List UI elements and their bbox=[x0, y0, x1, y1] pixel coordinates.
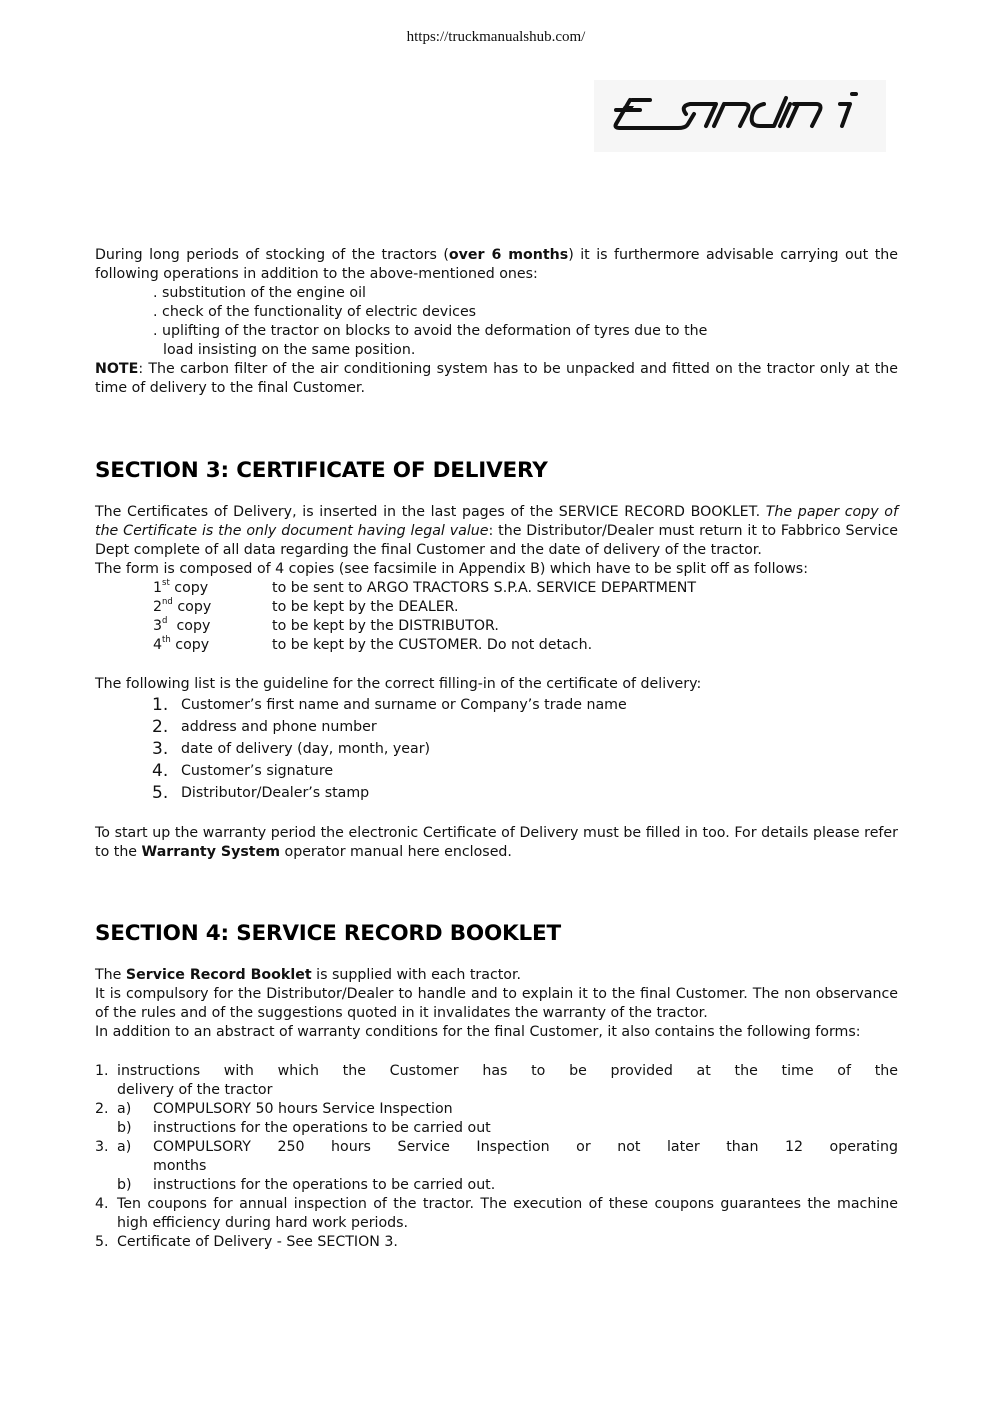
forms-list bbox=[95, 1062, 898, 1252]
list-item: 3. date of delivery (day, month, year) bbox=[152, 738, 431, 759]
form-item: b) instructions for the operations to be carried out. bbox=[117, 1177, 496, 1193]
form-item: 4. Ten coupons for annual inspection of the tractor. The execution of these coupons guarantees the machine high efficiency during hard work periods. bbox=[95, 1196, 898, 1231]
storage-item: . uplifting of the tractor on blocks to avoid the deformation of tyres due to the bbox=[153, 323, 708, 339]
list-item: 4. Customer’s signature bbox=[152, 760, 334, 781]
storage-item: . substitution of the engine oil bbox=[153, 285, 366, 301]
form-item: 1. instructions with which the Customer has to be provided at the time of the delivery of the tractor bbox=[95, 1063, 898, 1098]
form-item: 2. a) COMPULSORY 50 hours Service Inspection bbox=[95, 1101, 453, 1117]
section3-title: SECTION 3: CERTIFICATE OF DELIVERY bbox=[95, 458, 548, 483]
section4-forms-intro: In addition to an abstract of warranty conditions for the final Customer, it also contains the following forms: bbox=[95, 1024, 861, 1040]
section3-guideline-intro: The following list is the guideline for the correct filling-in of the certificate of delivery: bbox=[95, 676, 702, 692]
section3-paragraph: The Certificates of Delivery, is inserted in the last pages of the SERVICE RECORD BOOKLET. The paper copy of the Certificate is the only document having legal value: the Distributor/Dealer must return it to Fabbrico Service Dept complete of all data regarding the final Customer and the date of delivery of the tractor. bbox=[95, 504, 898, 558]
copy-row: 1st copy to be sent to ARGO TRACTORS S.P.A. SERVICE DEPARTMENT bbox=[153, 578, 697, 596]
storage-intro: During long periods of stocking of the tractors (over 6 months) it is furthermore advisable carrying out the following operations in addition to the above-mentioned ones: bbox=[95, 247, 898, 282]
source-url: https://truckmanualshub.com/ bbox=[406, 29, 586, 45]
copies-list bbox=[95, 579, 898, 655]
list-item: 1. Customer’s first name and surname or Company’s trade name bbox=[152, 694, 627, 715]
copy-row: 3$^d$ copy to be kept by the DISTRIBUTOR. bbox=[153, 616, 499, 634]
section3-warranty-paragraph: To start up the warranty period the electronic Certificate of Delivery must be filled in too. For details please refer to the Warranty System operator manual here enclosed. bbox=[95, 825, 898, 860]
landini-logo-graphic bbox=[594, 80, 886, 152]
copy-row: 4th copy to be kept by the CUSTOMER. Do not detach. bbox=[153, 635, 593, 653]
section4-title: SECTION 4: SERVICE RECORD BOOKLET bbox=[95, 921, 561, 946]
section3-copies-intro: The form is composed of 4 copies (see facsimile in Appendix B) which have to be split off as follows: bbox=[95, 561, 808, 577]
guideline-list bbox=[95, 694, 898, 804]
list-item: 2. address and phone number bbox=[152, 716, 377, 737]
form-item: b) instructions for the operations to be carried out bbox=[117, 1120, 491, 1136]
section4-paragraph: It is compulsory for the Distributor/Dealer to handle and to explain it to the final Customer. The non observance of the rules and of the suggestions quoted in it invalidates the warranty of the tractor. bbox=[95, 986, 898, 1021]
storage-note: NOTE: The carbon filter of the air conditioning system has to be unpacked and fitted on the tractor only at the time of delivery to the final Customer. bbox=[95, 361, 898, 396]
form-item: 5. Certificate of Delivery - See SECTION 3. bbox=[95, 1234, 398, 1250]
section4-intro: The Service Record Booklet is supplied with each tractor. bbox=[95, 967, 522, 983]
form-item: 3. a) COMPULSORY 250 hours Service Inspection or not later than 12 operating months bbox=[95, 1139, 898, 1174]
list-item: 5. Distributor/Dealer’s stamp bbox=[152, 782, 370, 803]
storage-item: load insisting on the same position. bbox=[163, 342, 416, 358]
storage-item: . check of the functionality of electric devices bbox=[153, 304, 477, 320]
landini-logo bbox=[594, 80, 886, 152]
copy-row: 2nd copy to be kept by the DEALER. bbox=[153, 597, 459, 615]
